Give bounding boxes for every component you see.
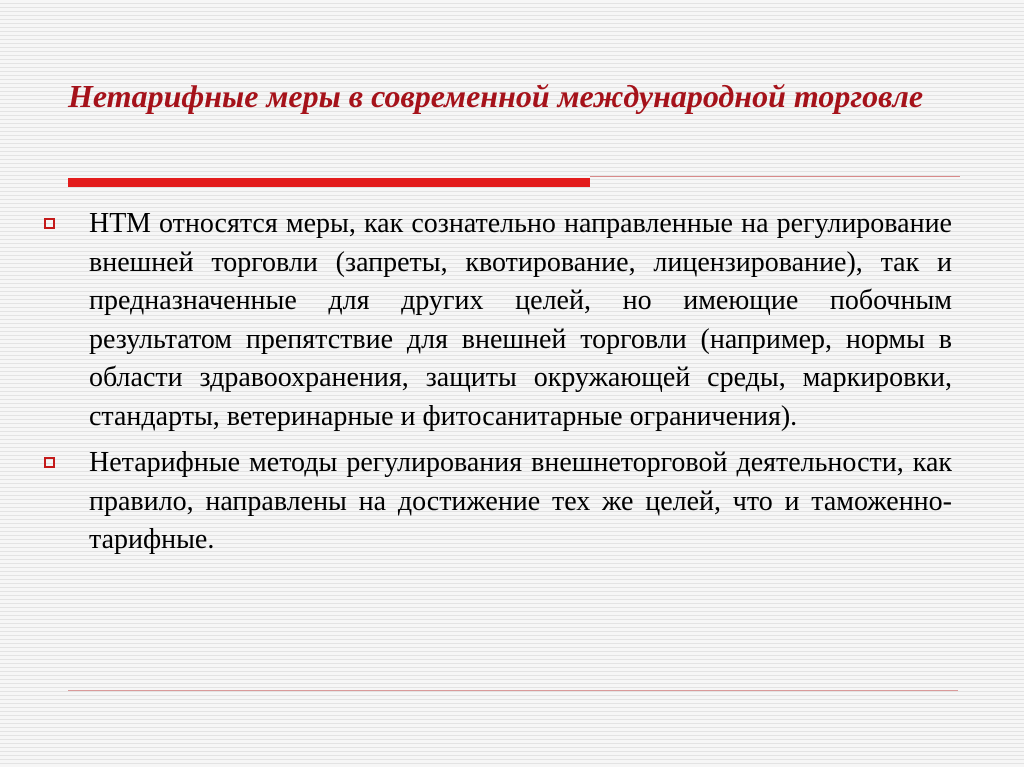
bullet-list [44, 205, 952, 568]
bullet-text: НТМ относятся меры, как сознательно направленные на регулирование внешней торговли (запреты, квотирование, лицензирование), так и предназначенные для других целей, но имеющие побочным результатом препятствие для внешней торговли (например, нормы в области здравоохранения, защиты окружающей среды, маркировки, стандарты, ветеринарные и фитосанитарные ограничения). [89, 208, 952, 432]
square-bullet-icon [44, 457, 55, 468]
footer-divider [68, 690, 958, 691]
title-underline-line [590, 176, 960, 177]
bullet-text: Нетарифные методы регулирования внешнеторговой деятельности, как правило, направлены на достижение тех же целей, что и таможенно-тарифные. [89, 447, 952, 555]
list-item [44, 444, 952, 560]
title-underline-bar [68, 178, 590, 187]
list-item [44, 205, 952, 436]
square-bullet-icon [44, 218, 55, 229]
slide-title: Нетарифные меры в современной международной торговле [68, 78, 924, 114]
